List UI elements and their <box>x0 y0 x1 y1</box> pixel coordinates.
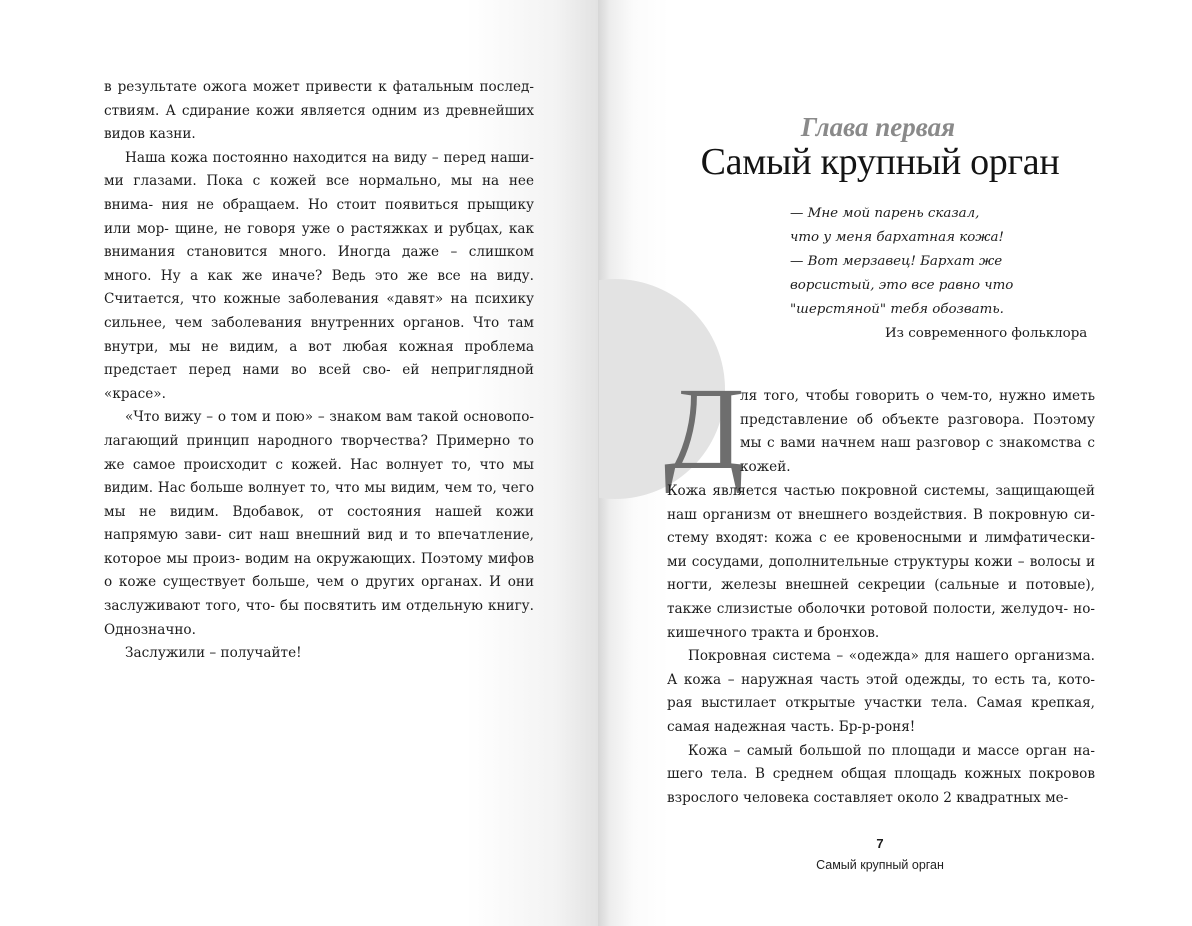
left-paragraph-3: «Что вижу – о том и пою» – знаком вам такой основопо- лагающий принцип народного творчества? Примерно то же самое происходит с кожей. Нас волнует то, что мы видим. Нас больше волнует то, что мы видим, чем то, чего мы не видим. Вдобавок, от состояния нашей кожи напрямую зави- сит наш внешний вид и то впечатление, которое мы произ- водим на окружающих. Поэтому мифов о коже существует больше, чем о других органах. И они заслуживают того, что- бы посвятить им отдельную книгу. Однозначно. <box>104 409 535 638</box>
right-paragraph-1: Кожа является частью покровной системы, защищающей наш организм от внешнего воздействия. В покровную си- стему входят: кожа с ее кровеносными и лимфатически- ми сосудами, дополнительные структуры кожи – волосы и ногти, железы внешней секреции (сальные и потовые), также слизистые оболочки ротовой полости, желудоч- но-кишечного тракта и бронхов. <box>667 483 1096 641</box>
epigraph-source: Из современного фольклора <box>885 326 1088 341</box>
left-paragraph-1: в результате ожога может привести к фатальным послед- ствиям. А сдирание кожи является одним из древнейших видов казни. <box>104 79 534 143</box>
epigraph-line: ворсистый, это все равно что <box>790 278 1014 293</box>
epigraph-line: что у меня бархатная кожа! <box>790 230 1004 245</box>
right-page-text <box>667 480 1095 810</box>
page-number: 7 <box>876 836 884 851</box>
left-paragraph-4: Заслужили – получайте! <box>125 645 302 662</box>
right-paragraph-2: Покровная система – «одежда» для нашего организма. А кожа – наружная часть этой одежды, то есть та, кото- рая выстилает открытые участки тела. Самая крепкая, самая надежная часть. Бр-р-роня! <box>667 648 1095 735</box>
left-page-text <box>104 76 534 666</box>
epigraph-line: — Вот мерзавец! Бархат же <box>790 254 1003 269</box>
epigraph-line: "шерстяной" тебя обозвать. <box>790 302 1004 317</box>
epigraph-line: — Мне мой парень сказал, <box>790 206 980 221</box>
drop-cap: Д <box>664 363 745 494</box>
epigraph <box>790 202 1096 346</box>
running-head: Самый крупный орган <box>816 858 944 872</box>
right-paragraph-3: Кожа – самый большой по площади и массе орган на- шего тела. В среднем общая площадь кожных покровов взрослого человека составляет около 2 квадратных ме- <box>667 742 1095 806</box>
chapter-title: Самый крупный орган <box>700 141 1060 183</box>
intro-paragraph: ля того, чтобы говорить о чем-то, нужно иметь представление об объекте разговора. Поэтому мы с вами начнем наш разговор с знакомства с кожей. <box>740 388 1095 475</box>
left-paragraph-2: Наша кожа постоянно находится на виду – перед наши- ми глазами. Пока с кожей все нормально, мы на нее внима- ния не обращаем. Но стоит появиться прыщику или мор- щине, не говоря уже о растяжках и рубцах, как внимания становится много. Иногда даже – слишком много. Ну а как же иначе? Ведь это же все на виду. Считается, что кожные заболевания «давят» на психику сильнее, чем заболевания внутренних органов. Что там внутри, мы не видим, а вот любая кожная проблема предстает перед нами во всей сво- ей неприглядной «красе». <box>104 149 535 402</box>
chapter-label: Глава первая <box>800 112 956 142</box>
